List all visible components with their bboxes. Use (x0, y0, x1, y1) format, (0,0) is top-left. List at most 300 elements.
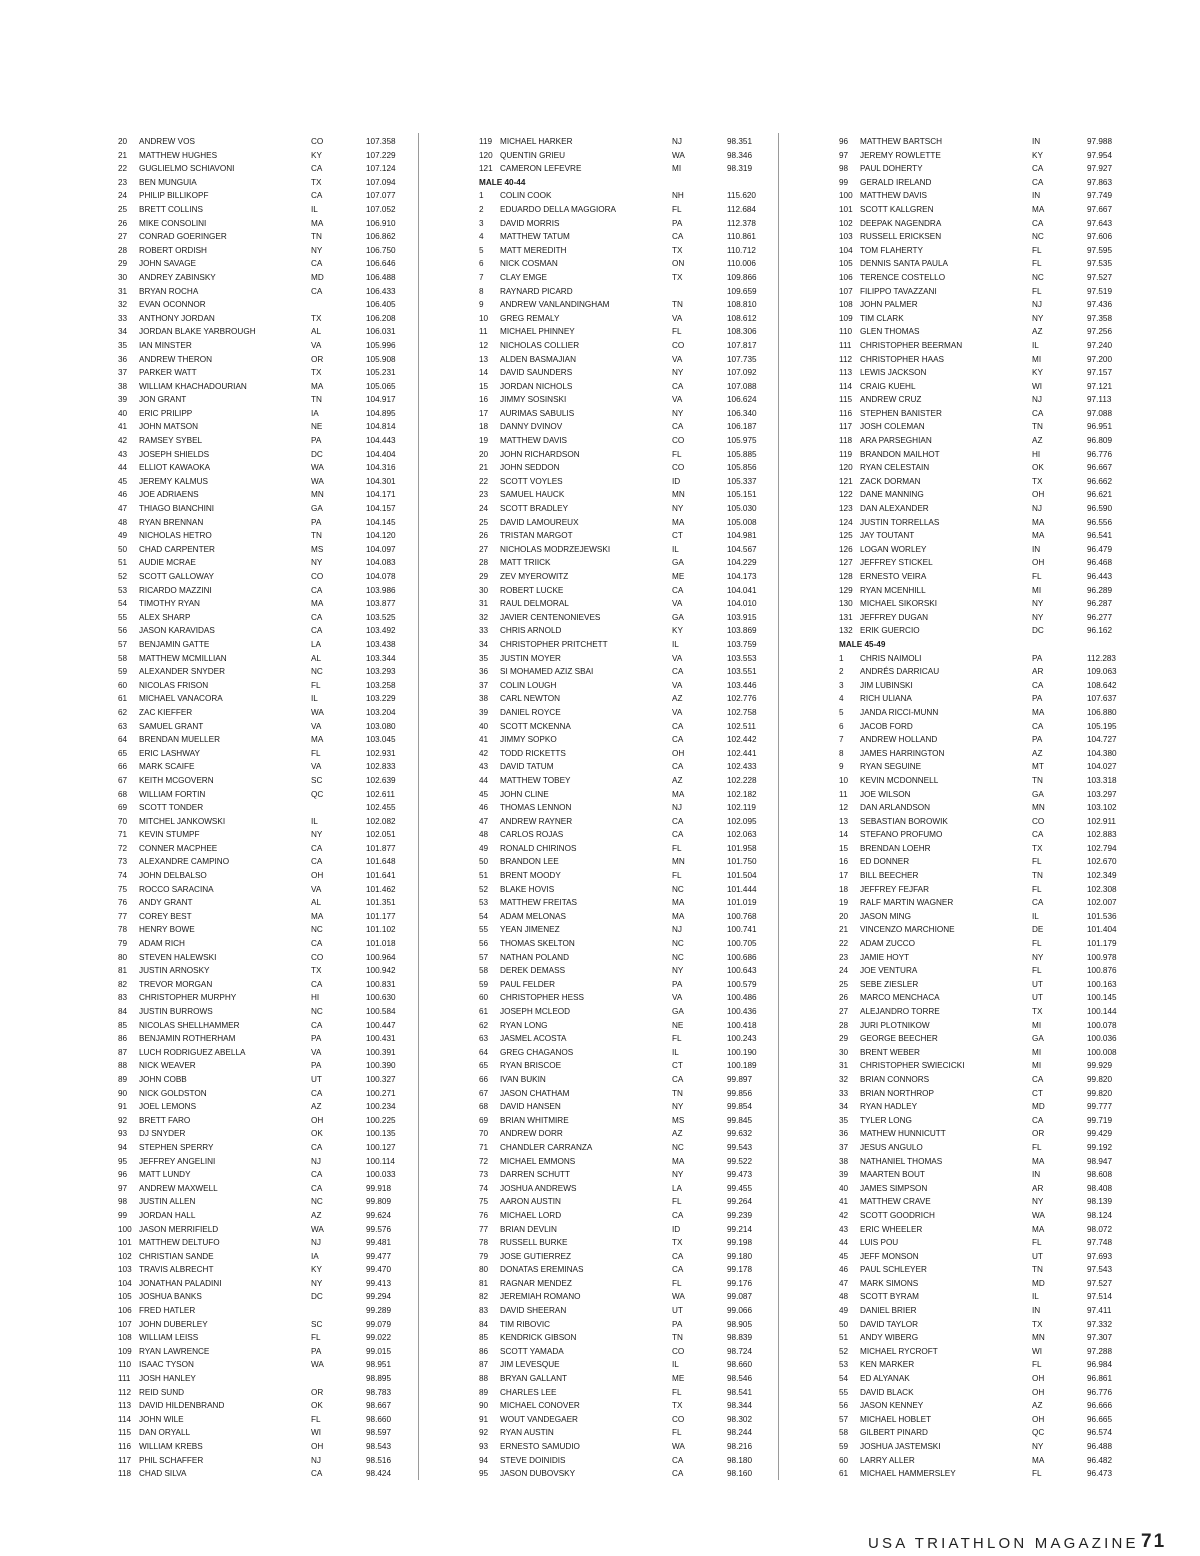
state: SC (311, 775, 323, 785)
athlete-name: ERIK GUERCIO (860, 626, 920, 636)
result-row (118, 597, 418, 611)
result-row (839, 298, 1139, 312)
athlete-name: IAN MINSTER (139, 340, 192, 350)
rank: 33 (118, 313, 128, 323)
state: MD (311, 272, 324, 282)
result-row (479, 937, 779, 951)
result-row (118, 162, 418, 176)
result-row (479, 1114, 779, 1128)
athlete-name: BENJAMIN GATTE (139, 639, 210, 649)
score: 105.337 (727, 476, 757, 486)
score: 96.443 (1087, 572, 1113, 581)
athlete-name: JASON KENNEY (860, 1401, 924, 1411)
result-row (839, 1331, 1139, 1345)
rank: 15 (479, 381, 489, 391)
athlete-name: JACOB FORD (860, 721, 913, 731)
rank: 112 (839, 354, 853, 364)
athlete-name: LUCH RODRIGUEZ ABELLA (139, 1047, 246, 1057)
rank: 5 (839, 707, 844, 717)
result-row (118, 1019, 418, 1033)
state: CA (311, 1142, 323, 1152)
rank: 101 (839, 204, 853, 214)
athlete-name: JOSEPH MCLEOD (500, 1007, 571, 1016)
result-row (839, 951, 1139, 965)
state: IN (1032, 137, 1041, 146)
rank: 82 (479, 1292, 489, 1302)
score: 103.102 (1087, 803, 1117, 813)
rank: 66 (479, 1074, 489, 1084)
rank: 70 (118, 816, 128, 826)
state: KY (672, 626, 683, 636)
state: UT (672, 1306, 683, 1316)
state: TX (672, 1401, 683, 1411)
athlete-name: BRENDAN LOEHR (860, 843, 931, 853)
athlete-name: PAUL FELDER (500, 979, 556, 989)
athlete-name: ANDREW VOS (139, 137, 195, 146)
result-row (479, 760, 779, 774)
athlete-name: RUSSELL ERICKSEN (860, 232, 942, 242)
score: 98.783 (366, 1387, 392, 1397)
state: NJ (672, 803, 683, 813)
state: OH (1032, 1414, 1045, 1424)
result-row (479, 1318, 779, 1332)
athlete-name: TRAVIS ALBRECHT (139, 1265, 214, 1275)
rank: 116 (839, 408, 853, 418)
rank: 13 (839, 816, 849, 826)
result-row (479, 978, 779, 992)
rank: 119 (479, 137, 493, 146)
state: PA (311, 1061, 322, 1071)
rank: 27 (479, 544, 489, 554)
score: 96.984 (1087, 1360, 1113, 1370)
athlete-name: CHARLES LEE (500, 1387, 557, 1397)
state: UT (311, 1074, 322, 1084)
rank: 43 (839, 1224, 849, 1234)
score: 103.258 (366, 680, 396, 690)
athlete-name: STEPHEN BANISTER (860, 408, 942, 418)
score: 98.951 (366, 1360, 392, 1370)
score: 97.088 (1087, 408, 1113, 418)
score: 102.883 (1087, 830, 1117, 840)
result-row (839, 312, 1139, 326)
result-row (839, 366, 1139, 380)
score: 103.344 (366, 653, 396, 663)
score: 97.113 (1087, 395, 1112, 405)
result-row (839, 230, 1139, 244)
state: TX (1032, 1007, 1043, 1016)
score: 99.178 (727, 1265, 753, 1275)
result-row (839, 434, 1139, 448)
score: 96.666 (1087, 1401, 1113, 1411)
rank: 38 (479, 694, 489, 704)
athlete-name: JOHN DELBALSO (139, 871, 207, 881)
athlete-name: CHRISTOPHER SWIECICKI (860, 1061, 965, 1071)
state: IA (311, 1251, 319, 1261)
rank: 40 (839, 1183, 849, 1193)
athlete-name: CONRAD GOERINGER (139, 232, 227, 242)
result-row (479, 366, 779, 380)
score: 99.473 (727, 1170, 753, 1180)
result-row (479, 475, 779, 489)
result-row (118, 1046, 418, 1060)
score: 101.648 (366, 857, 396, 867)
result-row (839, 461, 1139, 475)
rank: 68 (479, 1102, 489, 1112)
athlete-name: JIMMY SOSINSKI (500, 395, 567, 405)
state: NE (672, 1020, 684, 1030)
rank: 114 (839, 381, 853, 391)
athlete-name: JORDAN NICHOLS (500, 381, 573, 391)
state: CA (311, 1469, 323, 1479)
athlete-name: ALEXANDER SNYDER (139, 667, 225, 677)
state: CA (672, 381, 684, 391)
result-row (118, 543, 418, 557)
rank: 71 (479, 1142, 489, 1152)
score: 97.693 (1087, 1251, 1113, 1261)
athlete-name: DAN ORYALL (139, 1428, 191, 1438)
state: NC (311, 1197, 323, 1207)
rank: 119 (839, 449, 853, 459)
result-row (839, 203, 1139, 217)
athlete-name: BEN MUNGUIA (139, 177, 197, 187)
rank: 66 (118, 762, 128, 772)
score: 104.041 (727, 585, 757, 595)
rank: 11 (479, 327, 488, 337)
score: 104.404 (366, 449, 396, 459)
athlete-name: HENRY BOWE (139, 925, 195, 935)
rank: 56 (839, 1401, 849, 1411)
result-row (118, 1263, 418, 1277)
rank: 4 (839, 694, 844, 704)
athlete-name: LUIS POU (860, 1238, 899, 1248)
score: 102.228 (727, 775, 757, 785)
athlete-name: SCOTT BYRAM (860, 1292, 919, 1302)
rank: 102 (839, 218, 853, 228)
result-row (479, 869, 779, 883)
rank: 45 (839, 1251, 849, 1261)
state: NY (1032, 599, 1044, 609)
score: 99.624 (366, 1210, 392, 1220)
athlete-name: MICHAEL EMMONS (500, 1156, 576, 1166)
score: 107.092 (727, 368, 757, 378)
state: CT (672, 531, 683, 541)
result-row (118, 149, 418, 163)
athlete-name: EVAN OCONNOR (139, 300, 206, 310)
athlete-name: DAVID HANSEN (500, 1102, 561, 1112)
athlete-name: BRYAN GALLANT (500, 1374, 568, 1384)
score: 100.144 (1087, 1007, 1117, 1016)
athlete-name: ZEV MYEROWITZ (500, 572, 569, 581)
rank: 118 (839, 436, 853, 446)
athlete-name: CAMERON LEFEVRE (500, 164, 582, 174)
athlete-name: JOHN COBB (139, 1074, 187, 1084)
state: UT (1032, 979, 1043, 989)
result-row (118, 774, 418, 788)
rank: 59 (118, 667, 128, 677)
athlete-name: ED DONNER (860, 857, 910, 867)
rank: 60 (118, 680, 128, 690)
rank: 110 (118, 1360, 132, 1370)
athlete-name: SCOTT VOYLES (500, 476, 563, 486)
rank: 45 (479, 789, 489, 799)
rank: 46 (118, 490, 128, 500)
athlete-name: ANDREW VANLANDINGHAM (500, 300, 610, 310)
rank: 99 (118, 1210, 128, 1220)
score: 102.639 (366, 775, 396, 785)
result-row (479, 353, 779, 367)
rank: 87 (479, 1360, 489, 1370)
rank: 73 (479, 1170, 489, 1180)
score: 100.243 (727, 1034, 757, 1044)
rank: 87 (118, 1047, 128, 1057)
result-row (479, 1100, 779, 1114)
score: 100.078 (1087, 1020, 1117, 1030)
athlete-name: BRENT MOODY (500, 871, 561, 881)
result-row (479, 896, 779, 910)
rank: 74 (479, 1183, 489, 1193)
state: FL (1032, 1360, 1042, 1370)
athlete-name: NICK COSMAN (500, 259, 558, 269)
state: CA (672, 1469, 684, 1479)
result-row (118, 570, 418, 584)
score: 102.433 (727, 762, 757, 772)
athlete-name: DAVID TAYLOR (860, 1319, 919, 1329)
athlete-name: COLIN COOK (500, 191, 552, 201)
score: 99.777 (1087, 1102, 1113, 1112)
rank: 26 (479, 531, 489, 541)
state: MD (1032, 1278, 1045, 1288)
result-row (118, 1372, 418, 1386)
category-heading (839, 638, 1139, 652)
score: 96.479 (1087, 544, 1113, 554)
state: CA (311, 1170, 323, 1180)
athlete-name: BRIAN CONNORS (860, 1074, 930, 1084)
result-row (118, 529, 418, 543)
rank: 14 (479, 368, 489, 378)
result-row (839, 896, 1139, 910)
rank: 1 (839, 653, 844, 663)
result-row (118, 991, 418, 1005)
score: 96.861 (1087, 1374, 1113, 1384)
result-row (839, 1168, 1139, 1182)
score: 99.481 (366, 1238, 392, 1248)
athlete-name: COREY BEST (139, 911, 192, 921)
score: 99.897 (727, 1074, 753, 1084)
state: TN (1032, 422, 1043, 432)
state: NC (672, 952, 684, 962)
state: CA (311, 612, 323, 622)
result-row (118, 475, 418, 489)
state: PA (311, 1346, 322, 1356)
athlete-name: BRANDON MAILHOT (860, 449, 940, 459)
result-row (479, 1019, 779, 1033)
result-row (479, 733, 779, 747)
rank: 51 (118, 558, 128, 568)
rank: 1 (479, 191, 484, 201)
score: 104.145 (366, 517, 396, 527)
score: 96.809 (1087, 436, 1113, 446)
result-row (839, 720, 1139, 734)
state: CA (672, 1210, 684, 1220)
rank: 76 (118, 898, 128, 908)
athlete-name: MICHAEL SIKORSKI (860, 599, 938, 609)
score: 106.031 (366, 327, 396, 337)
score: 102.007 (1087, 898, 1117, 908)
state: IA (311, 408, 319, 418)
score: 109.659 (727, 286, 757, 296)
result-row (839, 611, 1139, 625)
result-row (479, 951, 779, 965)
state: CA (672, 1074, 684, 1084)
result-row (839, 543, 1139, 557)
athlete-name: JURI PLOTNIKOW (860, 1020, 930, 1030)
score: 97.667 (1087, 204, 1113, 214)
result-row (479, 679, 779, 693)
athlete-name: DAN ARLANDSON (860, 803, 931, 813)
rank: 4 (479, 232, 484, 242)
rank: 61 (118, 694, 128, 704)
result-row (839, 1250, 1139, 1264)
athlete-name: RYAN BRISCOE (500, 1061, 562, 1071)
rank: 115 (118, 1428, 132, 1438)
state: GA (1032, 789, 1044, 799)
result-row (479, 1087, 779, 1101)
score: 99.066 (727, 1306, 753, 1316)
result-row (479, 910, 779, 924)
state: FL (672, 871, 682, 881)
state: TN (672, 1088, 683, 1098)
state: MA (1032, 707, 1045, 717)
athlete-name: EDUARDO DELLA MAGGIORA (500, 204, 617, 214)
state: MI (1032, 354, 1042, 364)
state: FL (1032, 572, 1042, 581)
result-row (118, 366, 418, 380)
state: ID (672, 476, 681, 486)
rank: 42 (839, 1210, 849, 1220)
result-row (479, 325, 779, 339)
rank: 51 (839, 1333, 849, 1343)
score: 106.208 (366, 313, 396, 323)
athlete-name: ANDREW HOLLAND (860, 735, 938, 745)
state: CA (1032, 898, 1044, 908)
column-divider (418, 133, 419, 1480)
score: 108.612 (727, 313, 757, 323)
athlete-name: BRYAN ROCHA (139, 286, 199, 296)
score: 98.072 (1087, 1224, 1113, 1234)
athlete-name: DAVID HILDENBRAND (139, 1401, 225, 1411)
athlete-name: IVAN BUKIN (500, 1074, 546, 1084)
result-row (118, 448, 418, 462)
state: OR (311, 354, 324, 364)
state: NC (672, 939, 684, 949)
result-row (839, 1372, 1139, 1386)
result-row (118, 230, 418, 244)
athlete-name: ADAM ZUCCO (860, 939, 916, 949)
rank: 43 (479, 762, 489, 772)
rank: 52 (118, 572, 128, 581)
result-row (118, 760, 418, 774)
score: 100.033 (366, 1170, 396, 1180)
rank: 31 (479, 599, 489, 609)
rank: 13 (479, 354, 489, 364)
rank: 35 (479, 653, 489, 663)
rank: 71 (118, 830, 128, 840)
athlete-name: ELLIOT KAWAOKA (139, 463, 211, 473)
result-row (839, 217, 1139, 231)
rank: 15 (839, 843, 849, 853)
rank: 57 (118, 639, 128, 649)
state: IL (672, 639, 679, 649)
rank: 90 (479, 1401, 489, 1411)
rank: 38 (118, 381, 128, 391)
state: NY (672, 966, 684, 976)
state: IN (1032, 1306, 1041, 1316)
rank: 129 (839, 585, 853, 595)
athlete-name: JOEL LEMONS (139, 1102, 197, 1112)
state: WI (1032, 381, 1043, 391)
result-row (118, 285, 418, 299)
score: 107.637 (1087, 694, 1117, 704)
rank: 100 (118, 1224, 132, 1234)
athlete-name: JAMES SIMPSON (860, 1183, 928, 1193)
rank: 116 (118, 1442, 132, 1451)
athlete-name: NATHANIEL THOMAS (860, 1156, 943, 1166)
result-row (839, 1209, 1139, 1223)
rank: 108 (118, 1333, 132, 1343)
result-row (479, 189, 779, 203)
athlete-name: MATT LUNDY (139, 1170, 191, 1180)
state: NJ (1032, 504, 1043, 514)
state: MN (311, 490, 324, 500)
result-row (479, 149, 779, 163)
athlete-name: KENDRICK GIBSON (500, 1333, 577, 1343)
result-row (839, 285, 1139, 299)
athlete-name: DANIEL BRIER (860, 1306, 917, 1316)
score: 96.951 (1087, 422, 1113, 432)
athlete-name: KEVIN MCDONNELL (860, 775, 939, 785)
athlete-name: JEREMY ROWLETTE (860, 150, 941, 160)
state: CA (311, 286, 323, 296)
score: 102.794 (1087, 843, 1117, 853)
athlete-name: JOE WILSON (860, 789, 911, 799)
athlete-name: RYAN CELESTAIN (860, 463, 930, 473)
score: 106.340 (727, 408, 757, 418)
rank: 50 (479, 857, 489, 867)
rank: 24 (479, 504, 489, 514)
athlete-name: JASON MING (860, 911, 911, 921)
state: NJ (1032, 300, 1043, 310)
rank: 67 (118, 775, 128, 785)
result-row (118, 842, 418, 856)
state: MI (1032, 1047, 1042, 1057)
score: 104.229 (727, 558, 757, 568)
athlete-name: JIM LEVESQUE (500, 1360, 560, 1370)
athlete-name: ADAM RICH (139, 939, 185, 949)
athlete-name: DANNY DVINOV (500, 422, 563, 432)
score: 102.082 (366, 816, 396, 826)
athlete-name: LEWIS JACKSON (860, 368, 927, 378)
athlete-name: RUSSELL BURKE (500, 1238, 568, 1248)
rank: 6 (839, 721, 844, 731)
state: IL (672, 1047, 679, 1057)
athlete-name: MATTHEW MCMILLIAN (139, 653, 227, 663)
result-row (479, 1195, 779, 1209)
result-row (118, 896, 418, 910)
athlete-name: ALDEN BASMAJIAN (500, 354, 576, 364)
rank: 57 (839, 1414, 849, 1424)
result-row (479, 271, 779, 285)
state: TX (672, 245, 683, 255)
